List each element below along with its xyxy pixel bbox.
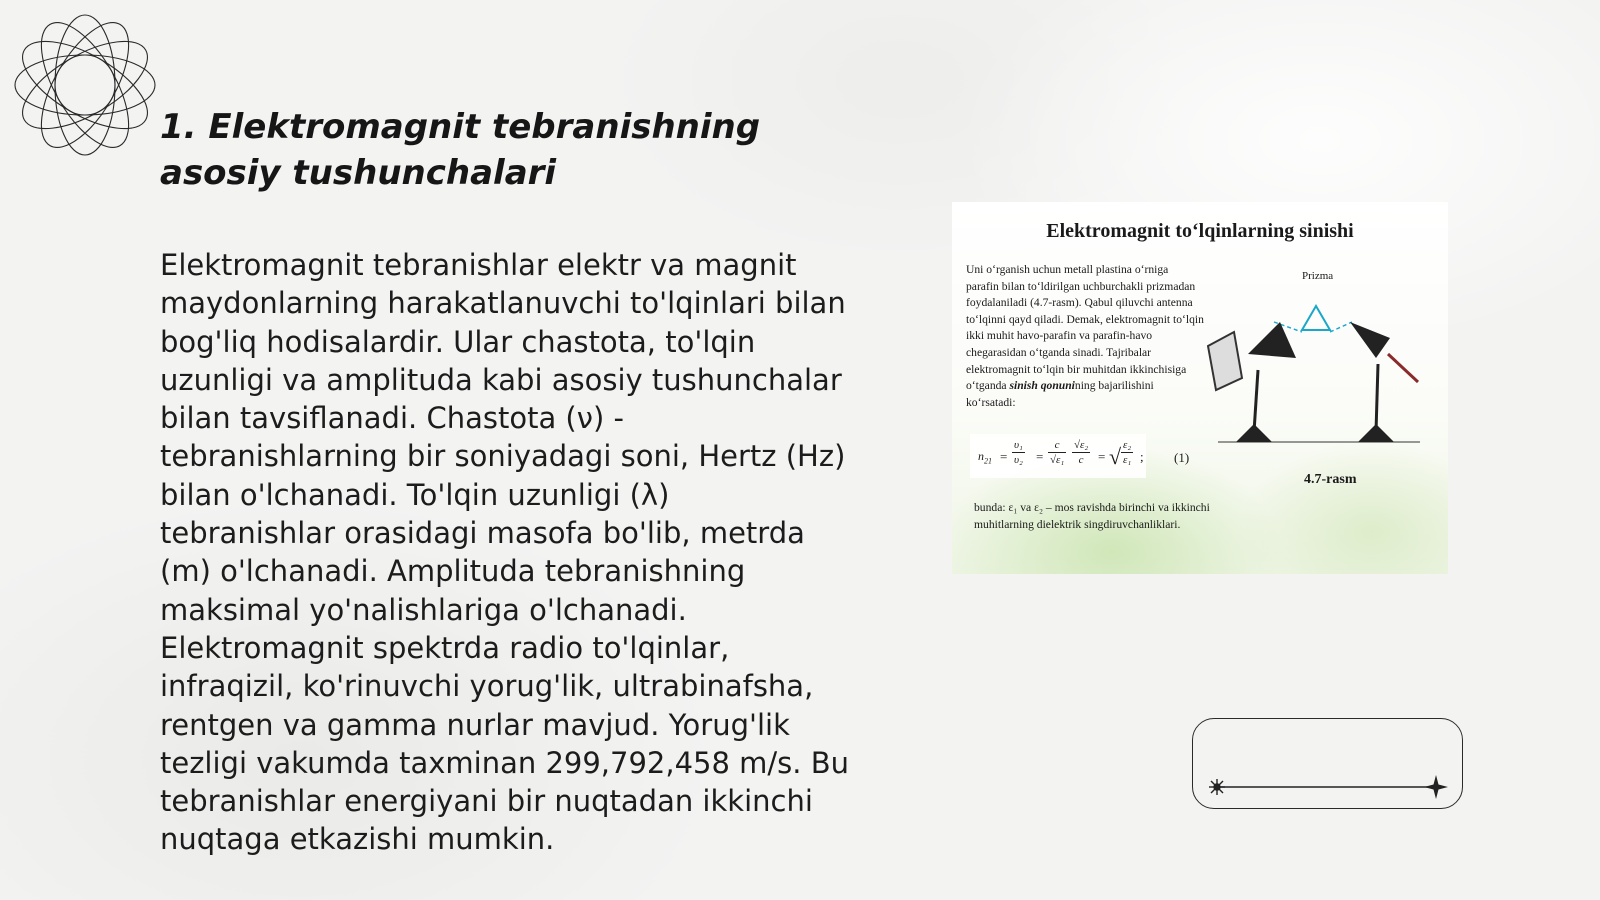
formula-v1: υ₁ — [1014, 439, 1023, 451]
formula-equals-2: = — [1036, 449, 1044, 464]
badge-line-graphic — [1193, 719, 1464, 810]
textbook-figure-panel — [952, 202, 1448, 574]
formula-v2: υ₂ — [1014, 454, 1023, 466]
prism-label: Prizma — [1302, 270, 1334, 282]
formula-sqrt-e2: √ε₂ — [1074, 439, 1089, 451]
formula-number: (1) — [1174, 450, 1190, 465]
figure-paragraph — [966, 262, 1204, 411]
sun-star-icon — [1209, 779, 1225, 795]
refraction-apparatus-illustration — [1204, 292, 1436, 462]
formula-tail: ; — [1140, 449, 1144, 464]
figure-label: 4.7-rasm — [1304, 472, 1357, 487]
decorative-badge — [1192, 718, 1463, 809]
figure-paragraph-main: Uni o‘rganish uchun metall plastina o‘rniga parafin bilan to‘ldirilgan uchburchakli prizmadan foydalaniladi (4.7-rasm). Qabul qiluvchi antenna to‘lqinni qayd qiladi. Demak, elektromagnit to‘lqin ikki muhit havo-parafin va parafin-havo chegarasidan o‘tganda sinadi. Tajribalar elektromagnit to‘lqin bir muhitdan ikkinchisiga o‘tganda — [966, 263, 1204, 393]
figure-note: bunda: ε₁ va ε₂ – mos ravishda birinchi va ikkinchi muhitlarning dielektrik singdiruvchanliklari. — [974, 501, 1210, 531]
formula-frac-ratio — [1121, 438, 1133, 467]
sparkle-star-icon — [1424, 775, 1448, 799]
formula-equals-3: = — [1098, 449, 1106, 464]
formula-sqrt-sign: √ — [1109, 444, 1122, 469]
formula-n-symbol: n — [978, 449, 984, 463]
slide-title: 1. Elektromagnit tebranishning asosiy tushunchalari — [160, 107, 761, 193]
formula-c: c — [1054, 439, 1060, 451]
formula-equals-1: = — [1000, 449, 1008, 464]
formula-n-subscript: 21 — [984, 456, 992, 466]
refraction-formula — [970, 434, 1146, 478]
figure-paragraph-tail: ning bajarilishini ko‘rsatadi: — [966, 379, 1154, 409]
formula-frac-v — [1012, 438, 1025, 467]
slide-body-text: Elektromagnit tebranishlar elektr va magnit maydonlarning harakatlanuvchi to'lqinlari bilan bog'liq hodisalardir. Ular chastota, to'lqin uzunligi va amplituda kabi asosiy tushunchalar bilan tavsiflanadi. Chastota (ν) - tebranishlarning bir soniyadagi soni, Hertz (Hz) bilan o'lchanadi. To'lqin uzunligi (λ) tebranishlar orasidagi masofa bo'lib, metrda (m) o'lchanadi. Amplituda tebranishning maksimal yo'nalishlariga o'lchanadi. Elektromagnit spektrda radio to'lqinlar, infraqizil, ko'rinuvchi yorug'lik, ultrabinafsha, rentgen va gamma nurlar mavjud. Yorug'lik tezligi vakumda taxminan 299,792,458 m/s. Bu tebranishlar energiyani bir nuqtadan ikkinchi nuqtaga etkazishi mumkin. — [160, 248, 850, 857]
formula-n — [978, 449, 992, 465]
figure-paragraph-emphasis: sinish qonuni — [1009, 379, 1075, 393]
formula-frac-e2 — [1072, 438, 1090, 467]
formula-frac-c — [1048, 438, 1066, 467]
spirograph-ornament-icon — [10, 10, 160, 160]
formula-ratio-den: ε₁ — [1123, 454, 1132, 466]
figure-title: Elektromagnit to‘lqinlarning sinishi — [1046, 220, 1354, 242]
formula-sqrt-e1: √ε₁ — [1050, 454, 1065, 466]
formula-ratio-num: ε₂ — [1123, 439, 1132, 451]
formula-c-den: c — [1078, 454, 1084, 466]
